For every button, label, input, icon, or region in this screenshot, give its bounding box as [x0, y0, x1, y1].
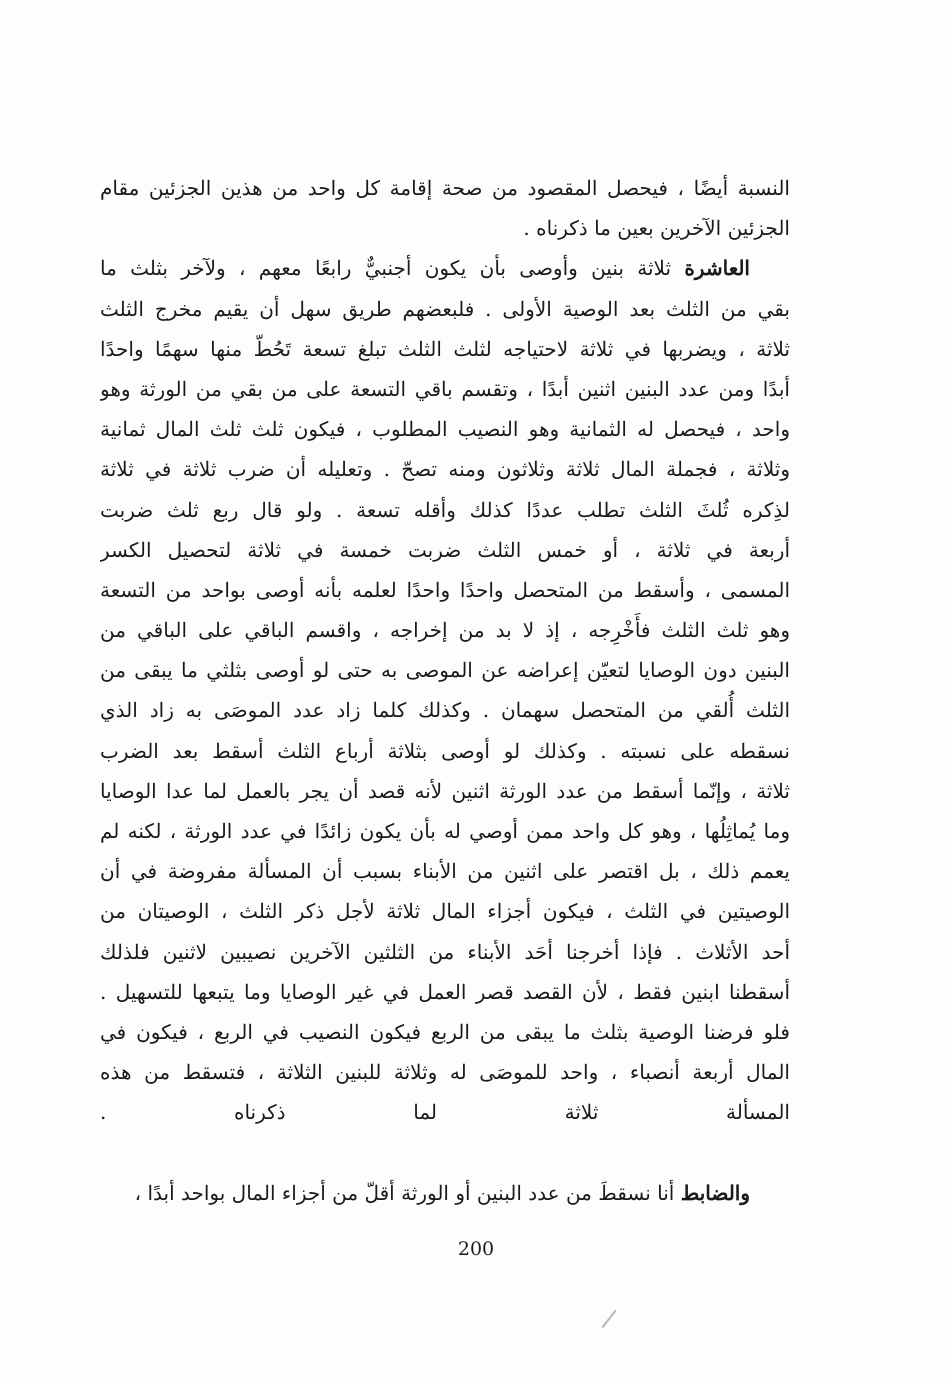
text-line: البنين دون الوصايا لتعيّن إعراضه عن الموصى به حتى لو أوصى بثلثي ما يبقى من: [100, 658, 790, 683]
text-line: المسألة ثلاثة لما ذكرناه .: [100, 1100, 790, 1125]
text-line: الجزئين الآخرين بعين ما ذكرناه .: [523, 216, 790, 241]
page-number: 200: [457, 1238, 495, 1260]
text-line: الثلث أُلقي من المتحصل سهمان . وكذلك كلما زاد عدد الموصَى به زاد الذي: [100, 698, 790, 723]
text-line: النسبة أيضًا ، فيحصل المقصود من صحة إقامة كل واحد من هذين الجزئين مقام: [100, 176, 790, 200]
text-line: المال أربعة أنصباء ، واحد للموصَى له وثلاثة للبنين الثلاثة ، فتسقط من هذه: [100, 1060, 790, 1085]
text-line: أبدًا ومن عدد البنين اثنين أبدًا ، وتقسم باقي التسعة على من بقي من الورثة وهو: [100, 376, 790, 401]
text-line: لذِكره ثُلثَ الثلث تطلب عددًا كذلك وأقله تسعة . ولو قال ربع ثلث ضربت: [100, 497, 790, 522]
text-line: أسقطنا ابنين فقط ، لأن القصد قصر العمل في غير الوصايا وما يتبعها للتسهيل .: [100, 979, 790, 1004]
text-line-rest: أنا نسقطَ من عدد البنين أو الورثة أقلّ من أجزاء المال بواحد أبدًا ،: [134, 1180, 675, 1205]
text-line: ثلاثة ، وإنّما أسقط من عدد الورثة اثنين لأنه قصد أن يجر بالعمل لما عدا الوصايا: [100, 778, 790, 803]
paragraph-lead-line: [100, 1173, 790, 1213]
text-line: وما يُماثِلُها ، وهو كل واحد ممن أوصي له بأن يكون زائدًا في عدد الورثة ، لكنه لم: [100, 819, 790, 843]
text-line: يعمم ذلك ، بل اقتصر على اثنين من الأبناء بسبب أن المسألة مفروضة في أن: [100, 859, 790, 884]
paragraph-lead-line: [100, 248, 790, 288]
text-line: أربعة في ثلاثة ، أو خمس الثلث ضربت خمسة في ثلاثة لتحصيل الكسر: [100, 537, 790, 562]
text-line: نسقطه على نسبته . وكذلك لو أوصى بثلاثة أرباع الثلث أسقط بعد الضرب: [100, 738, 790, 763]
text-line: فلو فرضنا الوصية بثلث ما يبقى من الربع فيكون النصيب في الربع ، فيكون في: [100, 1019, 790, 1044]
paragraph-lead-word: والضابط: [680, 1180, 750, 1205]
paragraph-lead-word: العاشرة: [684, 256, 750, 281]
text-line: أحد الأثلاث . فإذا أخرجنا أحَد الأبناء من الثلثين الآخرين نصيبين لاثنين فلذلك: [100, 939, 790, 964]
text-line: [100, 1133, 790, 1173]
text-line: ثلاثة ، ويضربها في ثلاثة لاحتياجه لثلث الثلث تبلغ تسعة تَحُطّ منها سهمًا واحدًا: [100, 336, 790, 361]
text-line: واحد ، فيحصل له الثمانية وهو النصيب المطلوب ، فيكون ثلث ثلث المال ثمانية: [100, 417, 790, 442]
body-text: [100, 168, 790, 1213]
text-line: وهو ثلث الثلث فأَخْرِجه ، إذ لا بد من إخراجه ، واقسم الباقي على الباقي من: [100, 618, 790, 643]
text-line-rest: ثلاثة بنين وأوصى بأن يكون أجنبيٌّ رابعًا معهم ، ولآخر بثلث ما: [100, 256, 672, 281]
text-line: وثلاثة ، فجملة المال ثلاثة وثلاثون ومنه تصحّ . وتعليله أن ضرب ثلاثة في ثلاثة: [100, 457, 790, 482]
pen-mark: [601, 1310, 616, 1329]
text-line: الوصيتين في الثلث ، فيكون أجزاء المال ثلاثة لأجل ذكر الثلث ، الوصيتان من: [100, 899, 790, 924]
text-line: المسمى ، وأسقط من المتحصل واحدًا واحدًا لعلمه بأنه أوصى بواحد من التسعة: [100, 577, 790, 602]
text-line: بقي من الثلث بعد الوصية الأولى . فلبعضهم طريق سهل أن يقيم مخرج الثلث: [100, 296, 790, 321]
